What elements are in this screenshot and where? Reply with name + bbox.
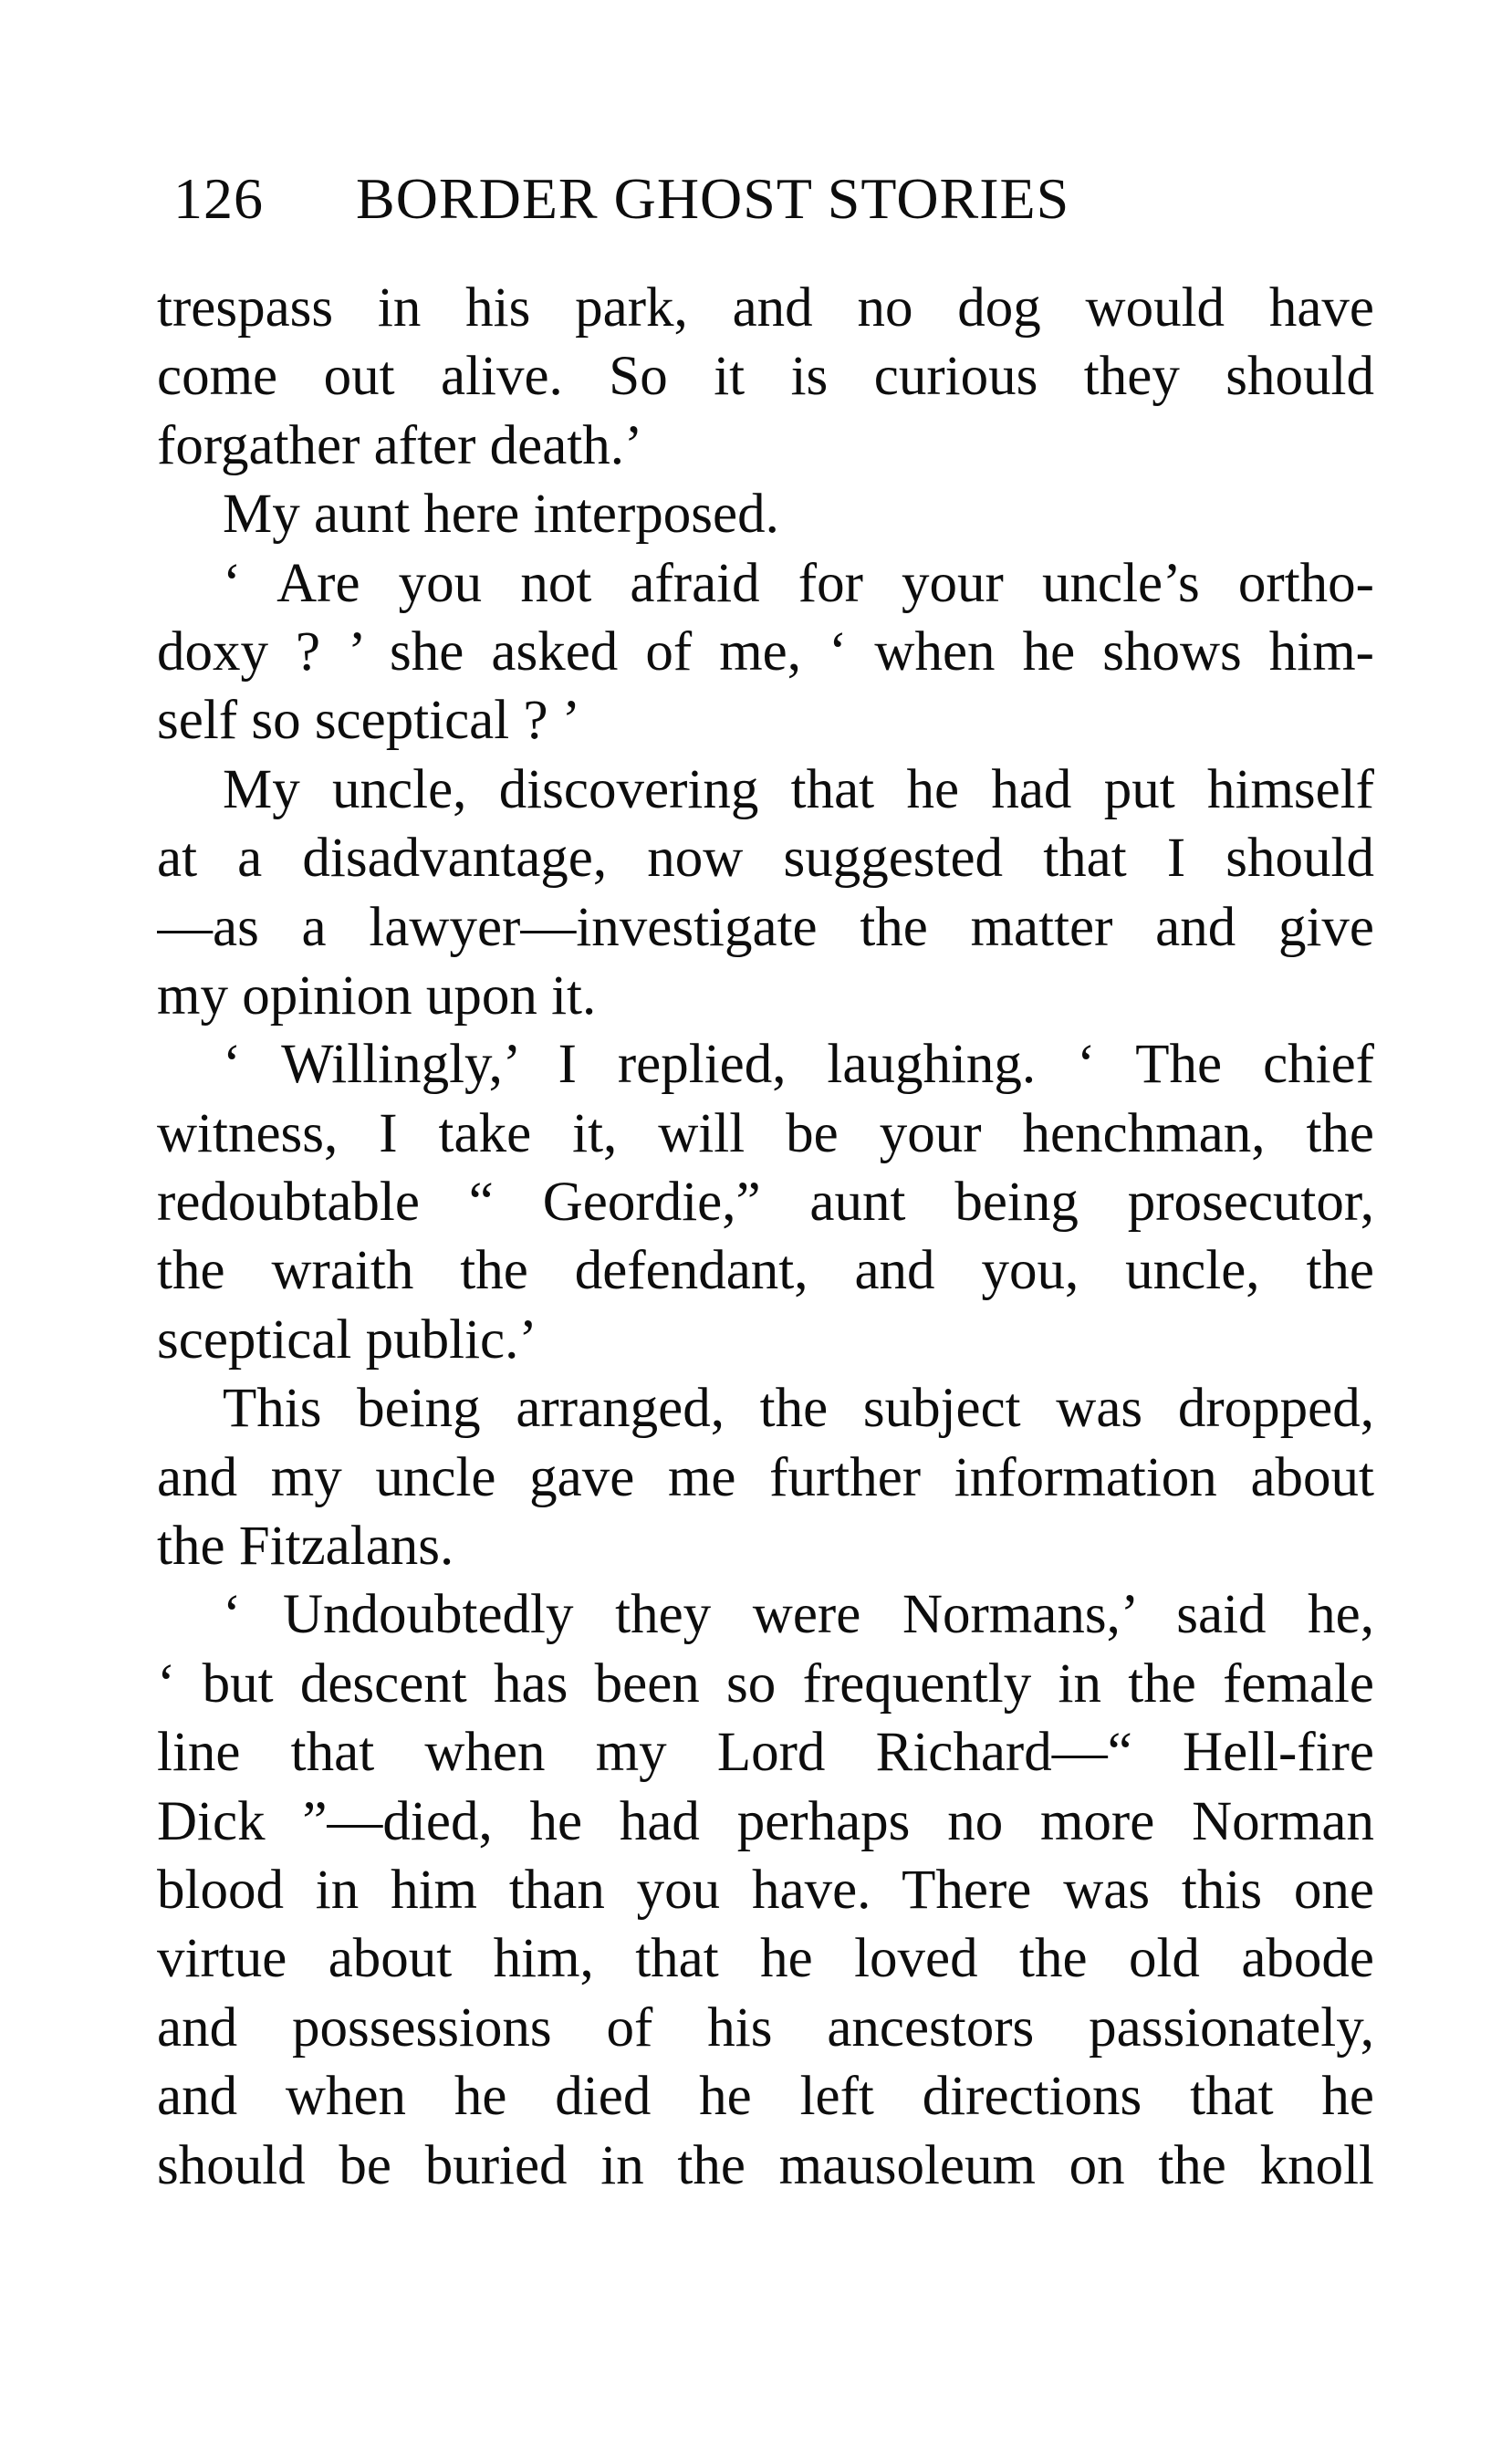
text-line: ‘ Willingly,’ I replied, laughing. ‘ The chief [223,1034,1374,1096]
running-head: BORDER GHOST STORIES [356,166,1070,231]
text-line: —as a lawyer—investigate the matter and give [157,896,1374,958]
text-line: the wraith the defendant, and you, uncle, the [157,1240,1374,1302]
text-line: Dick ”—died, he had perhaps no more Norman [157,1790,1374,1852]
text-line: self so sceptical ? ’ [157,690,581,752]
text-line: ‘ but descent has been so frequently in the female [157,1652,1374,1715]
text-line: sceptical public.’ [157,1308,537,1371]
text-line: redoubtable “ Geordie,” aunt being prosecutor, [157,1172,1374,1234]
text-line: ‘ Are you not afraid for your uncle’s ortho- [223,552,1374,614]
text-line: and my uncle gave me further information about [157,1446,1374,1508]
text-line: at a disadvantage, now suggested that I should [157,828,1374,890]
text-line: My uncle, discovering that he had put himself [223,758,1374,820]
text-line: my opinion upon it. [157,964,597,1027]
text-line: doxy ? ’ she asked of me, ‘ when he shows him- [157,620,1374,683]
text-line: the Fitzalans. [157,1516,454,1578]
text-line: ‘ Undoubtedly they were Normans,’ said he, [223,1584,1374,1646]
page-number: 126 [173,166,264,231]
text-line: blood in him than you have. There was this one [157,1859,1374,1921]
text-line: trespass in his park, and no dog would have [157,277,1374,339]
text-line: My aunt here interposed. [223,484,779,546]
text-line: should be buried in the mausoleum on the knoll [157,2134,1374,2196]
text-line: come out alive. So it is curious they should [157,346,1374,408]
text-line: line that when my Lord Richard—“ Hell-fire [157,1722,1374,1784]
text-line: and possessions of his ancestors passionately, [157,1996,1374,2059]
text-line: and when he died he left directions that he [157,2066,1374,2128]
text-line: forgather after death.’ [157,414,643,476]
text-line: virtue about him, that he loved the old abode [157,1928,1374,1990]
page-header [173,162,1378,235]
text-line: witness, I take it, will be your henchman, the [157,1102,1374,1164]
text-line: This being arranged, the subject was dropped, [223,1378,1374,1440]
body-text [157,274,1374,2200]
